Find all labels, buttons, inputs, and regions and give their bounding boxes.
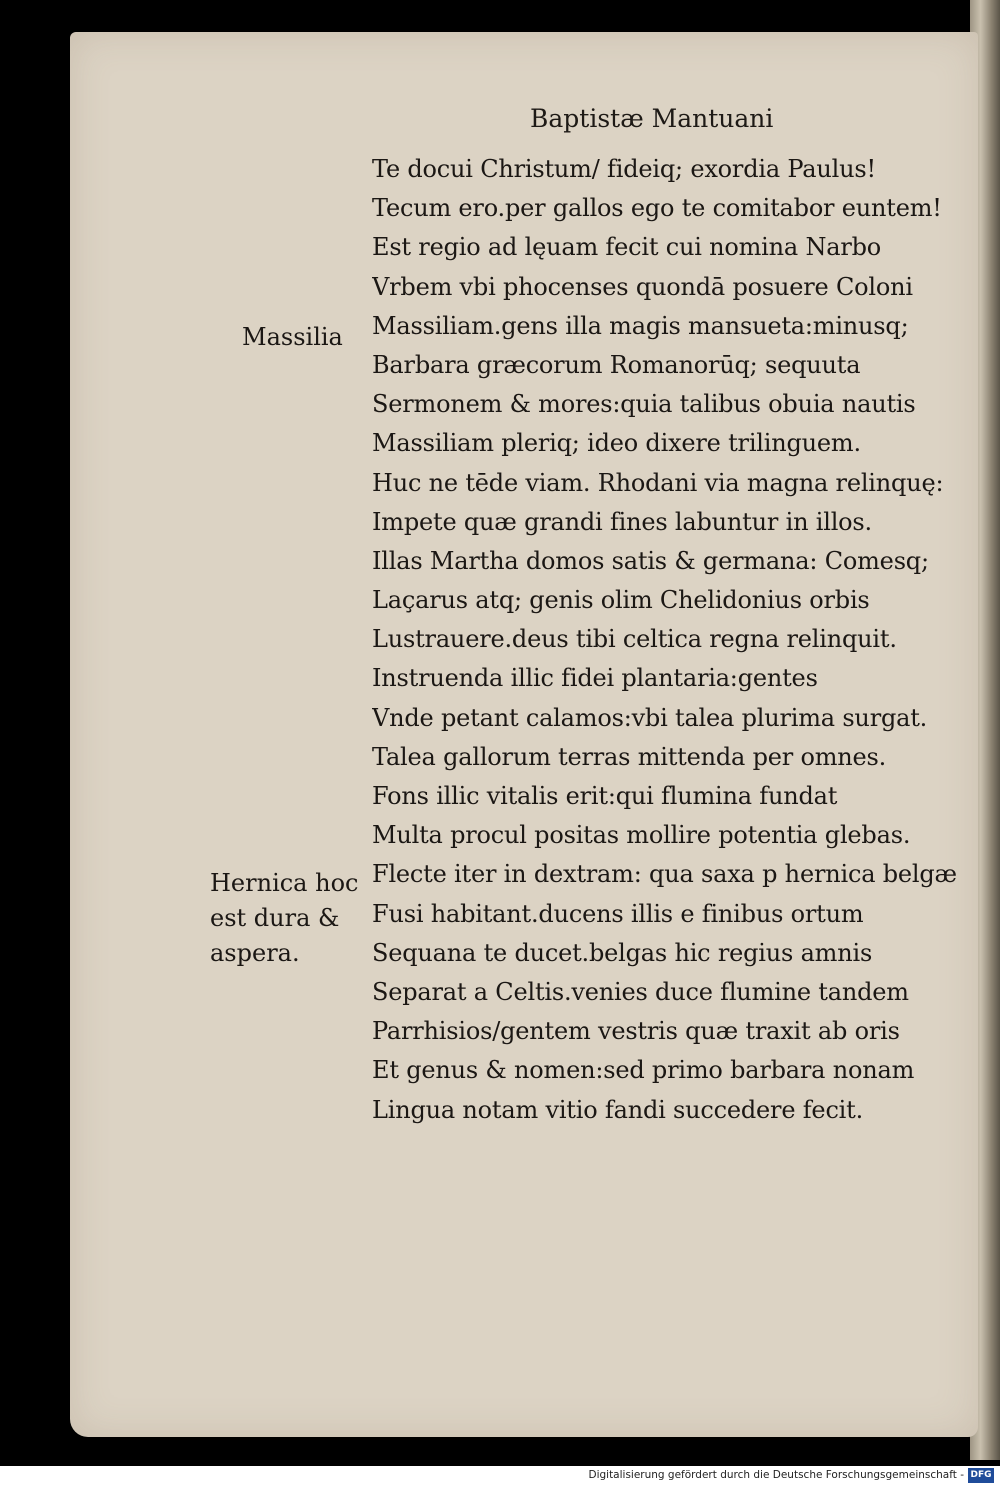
verse-line: Vnde petant calamos:vbi talea plurima surgat. [372,703,928,732]
verse-line: Laçarus atq; genis olim Chelidonius orbis [372,586,870,615]
verse-line: Te docui Christum/ fideiq; exordia Paulus! [372,155,876,183]
footer-bar [0,1466,1000,1487]
verse-line: Fusi habitant.ducens illis e finibus ortum [372,899,864,928]
verse-line: Vrbem vbi phocenses quondā posuere Coloni [372,272,913,301]
verse-line: Talea gallorum terras mittenda per omnes. [372,742,887,771]
footer-credit: Digitalisierung gefördert durch die Deutsche Forschungsgemeinschaft - [588,1469,964,1481]
verse-line: Est regio ad lęuam fecit cui nomina Narbo [372,233,882,262]
marginal-note-line: Hernica hoc [210,869,359,897]
verse-line: Massiliam.gens illa magis mansueta:minusq; [372,311,909,340]
running-head: Baptistæ Mantuani [530,104,774,133]
marginal-note-line: est dura & [210,904,340,932]
verse-line: Instruenda illic fidei plantaria:gentes [372,664,818,693]
dfg-logo-icon: DFG [968,1468,994,1483]
verse-line: Lustrauere.deus tibi celtica regna relinquit. [372,625,897,654]
verse-line: Huc ne tēde viam. Rhodani via magna relinquę: [372,468,944,497]
verse-line: Fons illic vitalis erit:qui flumina fundat [372,782,838,810]
marginal-note-hernica [210,866,358,971]
verse-line: Flecte iter in dextram: qua saxa p hernica belgæ [372,860,957,889]
verse-line: Multa procul positas mollire potentia glebas. [372,821,911,850]
verse-line: Tecum ero.per gallos ego te comitabor euntem! [372,194,942,223]
verse-line: Massiliam pleriq; ideo dixere trilinguem. [372,429,861,458]
verse-line: Lingua notam vitio fandi succedere fecit. [372,1095,864,1124]
verse-line: Sermonem & mores:quia talibus obuia nautis [372,390,916,419]
verse-text-block [372,150,962,1130]
verse-line: Impete quæ grandi fines labuntur in illos. [372,507,872,536]
verse-line: Sequana te ducet.belgas hic regius amnis [372,938,873,967]
verse-line: Et genus & nomen:sed primo barbara nonam [372,1056,915,1085]
verse-line: Illas Martha domos satis & germana: Comesq; [372,546,929,575]
verse-line: Separat a Celtis.venies duce flumine tandem [372,977,909,1006]
verse-line: Parrhisios/gentem vestris quæ traxit ab oris [372,1017,900,1046]
marginal-note-line: aspera. [210,939,300,967]
marginal-note-line: Massilia [242,323,343,351]
verse-line: Barbara græcorum Romanorūq; sequuta [372,350,861,379]
marginal-note-massilia [242,320,343,355]
